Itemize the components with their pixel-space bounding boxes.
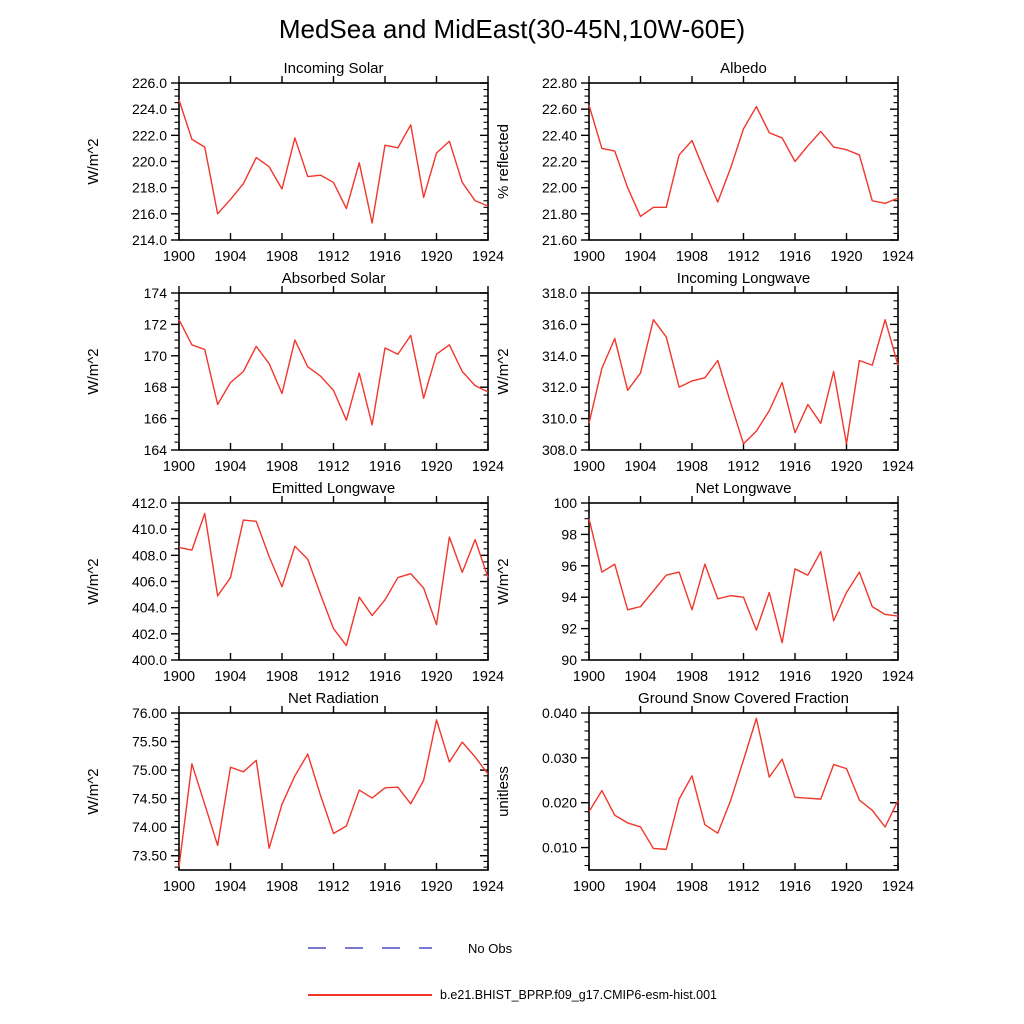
y-tick-label: 400.0 bbox=[131, 652, 167, 668]
plot-frame bbox=[179, 503, 488, 660]
y-tick-label: 214.0 bbox=[131, 232, 167, 248]
x-tick-label: 1920 bbox=[830, 879, 863, 895]
x-tick-label: 1924 bbox=[881, 879, 915, 895]
panel-incoming-solar bbox=[82, 56, 512, 268]
y-tick-label: 92 bbox=[561, 620, 577, 637]
x-tick-label: 1908 bbox=[265, 879, 299, 895]
absorbed-solar-chart bbox=[82, 266, 512, 478]
x-tick-label: 1900 bbox=[572, 669, 606, 685]
series-line bbox=[179, 513, 488, 645]
plot-frame bbox=[589, 503, 898, 660]
panel-net-radiation bbox=[82, 686, 512, 898]
legend-no-obs bbox=[308, 941, 512, 955]
x-tick-label: 1916 bbox=[368, 459, 402, 475]
plot-frame bbox=[589, 293, 898, 450]
x-tick-label: 1920 bbox=[420, 459, 453, 475]
y-axis-label: W/m^2 bbox=[495, 348, 512, 395]
x-tick-label: 1920 bbox=[420, 879, 453, 895]
x-tick-label: 1912 bbox=[317, 249, 350, 265]
x-tick-label: 1908 bbox=[675, 249, 709, 265]
x-tick-label: 1908 bbox=[265, 669, 299, 685]
y-tick-label: 220.0 bbox=[131, 153, 167, 170]
y-tick-label: 406.0 bbox=[131, 573, 167, 590]
x-tick-label: 1912 bbox=[727, 879, 760, 895]
panel-incoming-longwave bbox=[492, 266, 922, 478]
x-tick-label: 1908 bbox=[265, 249, 299, 265]
x-tick-label: 1900 bbox=[572, 459, 606, 475]
y-tick-label: 98 bbox=[561, 526, 577, 543]
y-tick-label: 410.0 bbox=[131, 521, 167, 538]
x-tick-label: 1904 bbox=[624, 669, 657, 685]
y-tick-label: 318.0 bbox=[541, 285, 577, 301]
panel-emitted-longwave bbox=[82, 476, 512, 688]
emitted-longwave-chart bbox=[82, 476, 512, 688]
y-tick-label: 168 bbox=[143, 379, 167, 396]
x-tick-label: 1900 bbox=[572, 249, 606, 265]
series-line bbox=[589, 320, 898, 444]
y-tick-label: 412.0 bbox=[131, 495, 167, 511]
x-tick-label: 1920 bbox=[830, 249, 863, 265]
x-tick-label: 1912 bbox=[727, 669, 760, 685]
x-tick-label: 1920 bbox=[830, 669, 863, 685]
x-tick-label: 1920 bbox=[830, 459, 863, 475]
y-tick-label: 216.0 bbox=[131, 205, 167, 222]
plot-frame bbox=[589, 713, 898, 870]
series-line bbox=[179, 320, 488, 425]
x-tick-label: 1920 bbox=[420, 669, 453, 685]
x-tick-label: 1904 bbox=[624, 459, 657, 475]
x-tick-label: 1912 bbox=[727, 459, 760, 475]
y-tick-label: 314.0 bbox=[541, 347, 577, 364]
x-tick-label: 1904 bbox=[214, 669, 247, 685]
y-tick-label: 310.0 bbox=[541, 410, 577, 427]
y-axis-label: W/m^2 bbox=[495, 558, 512, 605]
x-tick-label: 1912 bbox=[317, 459, 350, 475]
chart-title: Emitted Longwave bbox=[271, 480, 396, 497]
x-tick-label: 1920 bbox=[420, 249, 453, 265]
x-tick-label: 1916 bbox=[778, 459, 812, 475]
y-tick-label: 74.50 bbox=[131, 790, 167, 807]
chart-title: Ground Snow Covered Fraction bbox=[638, 690, 849, 707]
x-tick-label: 1900 bbox=[162, 459, 196, 475]
no-obs-dashed-line-icon bbox=[308, 947, 432, 949]
y-tick-label: 96 bbox=[561, 557, 577, 574]
y-tick-label: 76.00 bbox=[131, 705, 167, 721]
y-axis-label: % reflected bbox=[495, 123, 512, 200]
x-tick-label: 1916 bbox=[368, 249, 402, 265]
page-title: MedSea and MidEast(30-45N,10W-60E) bbox=[278, 14, 746, 44]
legend-series bbox=[308, 988, 717, 1002]
y-tick-label: 0.020 bbox=[541, 794, 577, 811]
x-tick-label: 1916 bbox=[778, 249, 812, 265]
y-tick-label: 316.0 bbox=[541, 316, 577, 333]
chart-title: Net Radiation bbox=[288, 690, 379, 707]
x-tick-label: 1900 bbox=[162, 669, 196, 685]
y-tick-label: 0.010 bbox=[541, 839, 577, 856]
x-tick-label: 1900 bbox=[572, 879, 606, 895]
y-tick-label: 75.50 bbox=[131, 733, 167, 750]
x-tick-label: 1908 bbox=[265, 459, 299, 475]
x-tick-label: 1916 bbox=[778, 879, 812, 895]
y-tick-label: 308.0 bbox=[541, 442, 577, 458]
x-tick-label: 1924 bbox=[881, 249, 915, 265]
x-tick-label: 1904 bbox=[214, 249, 247, 265]
y-tick-label: 226.0 bbox=[131, 75, 167, 91]
y-tick-label: 224.0 bbox=[131, 101, 167, 118]
series-line bbox=[179, 720, 488, 867]
y-tick-label: 402.0 bbox=[131, 625, 167, 642]
incoming-longwave-chart bbox=[492, 266, 922, 478]
x-tick-label: 1908 bbox=[675, 459, 709, 475]
y-tick-label: 74.00 bbox=[131, 819, 167, 836]
x-tick-label: 1908 bbox=[675, 669, 709, 685]
panel-absorbed-solar bbox=[82, 266, 512, 478]
y-tick-label: 22.40 bbox=[541, 127, 577, 144]
x-tick-label: 1900 bbox=[162, 249, 196, 265]
panel-albedo bbox=[492, 56, 922, 268]
x-tick-label: 1904 bbox=[214, 879, 247, 895]
series-solid-line-icon bbox=[308, 994, 432, 996]
x-tick-label: 1908 bbox=[675, 879, 709, 895]
x-tick-label: 1924 bbox=[471, 249, 505, 265]
plot-frame bbox=[589, 83, 898, 240]
series-line bbox=[589, 718, 898, 849]
x-tick-label: 1916 bbox=[778, 669, 812, 685]
plot-frame bbox=[179, 83, 488, 240]
x-tick-label: 1924 bbox=[881, 669, 915, 685]
y-tick-label: 170 bbox=[143, 347, 167, 364]
chart-title: Incoming Longwave bbox=[676, 270, 811, 287]
x-tick-label: 1924 bbox=[471, 459, 505, 475]
series-label: b.e21.BHIST_BPRP.f09_g17.CMIP6-esm-hist.001 bbox=[440, 988, 717, 1002]
x-tick-label: 1904 bbox=[624, 879, 657, 895]
chart-title: Net Longwave bbox=[695, 480, 792, 497]
y-tick-label: 21.60 bbox=[541, 232, 577, 248]
y-tick-label: 22.20 bbox=[541, 153, 577, 170]
panel-ground-snow bbox=[492, 686, 922, 898]
y-axis-label: unitless bbox=[495, 766, 512, 817]
x-tick-label: 1924 bbox=[881, 459, 915, 475]
y-tick-label: 312.0 bbox=[541, 379, 577, 396]
y-tick-label: 22.00 bbox=[541, 179, 577, 196]
x-tick-label: 1904 bbox=[624, 249, 657, 265]
y-tick-label: 164 bbox=[143, 442, 167, 458]
y-tick-label: 0.040 bbox=[541, 705, 577, 721]
y-tick-label: 100 bbox=[553, 495, 577, 511]
y-tick-label: 90 bbox=[561, 652, 577, 668]
chart-title: Albedo bbox=[720, 60, 767, 77]
albedo-chart bbox=[492, 56, 922, 268]
y-tick-label: 75.00 bbox=[131, 762, 167, 779]
y-axis-label: W/m^2 bbox=[85, 768, 102, 815]
y-tick-label: 21.80 bbox=[541, 205, 577, 222]
panel-net-longwave bbox=[492, 476, 922, 688]
y-tick-label: 174 bbox=[143, 285, 167, 301]
y-tick-label: 73.50 bbox=[131, 847, 167, 864]
x-tick-label: 1924 bbox=[471, 879, 505, 895]
series-line bbox=[179, 100, 488, 223]
x-tick-label: 1904 bbox=[214, 459, 247, 475]
y-tick-label: 22.80 bbox=[541, 75, 577, 91]
series-line bbox=[589, 105, 898, 216]
x-tick-label: 1912 bbox=[317, 669, 350, 685]
incoming-solar-chart bbox=[82, 56, 512, 268]
net-radiation-chart bbox=[82, 686, 512, 898]
y-axis-label: W/m^2 bbox=[85, 558, 102, 605]
y-tick-label: 218.0 bbox=[131, 179, 167, 196]
y-tick-label: 172 bbox=[143, 316, 167, 333]
y-axis-label: W/m^2 bbox=[85, 348, 102, 395]
y-axis-label: W/m^2 bbox=[85, 138, 102, 185]
x-tick-label: 1916 bbox=[368, 879, 402, 895]
ground-snow-chart bbox=[492, 686, 922, 898]
chart-title: Incoming Solar bbox=[283, 60, 384, 77]
x-tick-label: 1912 bbox=[727, 249, 760, 265]
y-tick-label: 0.030 bbox=[541, 749, 577, 766]
y-tick-label: 222.0 bbox=[131, 127, 167, 144]
x-tick-label: 1912 bbox=[317, 879, 350, 895]
x-tick-label: 1916 bbox=[368, 669, 402, 685]
series-line bbox=[589, 519, 898, 643]
x-tick-label: 1924 bbox=[471, 669, 505, 685]
y-tick-label: 166 bbox=[143, 410, 167, 427]
plot-frame bbox=[179, 293, 488, 450]
x-tick-label: 1900 bbox=[162, 879, 196, 895]
y-tick-label: 94 bbox=[561, 589, 577, 606]
y-tick-label: 408.0 bbox=[131, 547, 167, 564]
net-longwave-chart bbox=[492, 476, 922, 688]
y-tick-label: 22.60 bbox=[541, 101, 577, 118]
no-obs-label: No Obs bbox=[468, 940, 513, 956]
y-tick-label: 404.0 bbox=[131, 599, 167, 616]
chart-title: Absorbed Solar bbox=[281, 270, 386, 287]
